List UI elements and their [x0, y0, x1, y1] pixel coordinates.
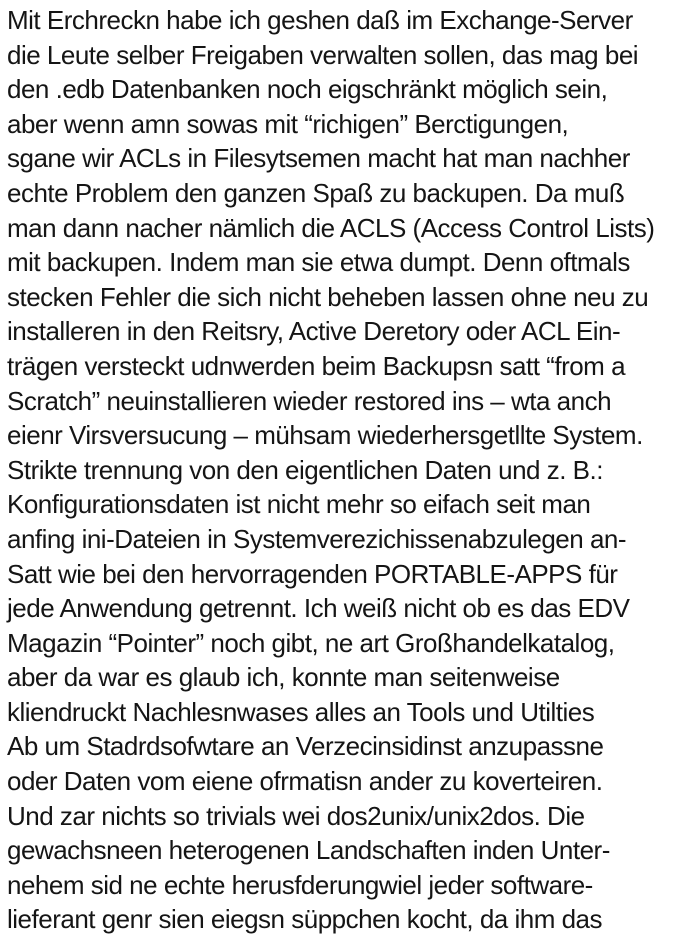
text-line: Scratch” neuinstallieren wieder restored ins – wta anch [7, 385, 612, 416]
text-line: Strikte trennung von den eigentlichen Daten und z. B.: [7, 454, 603, 485]
text-line: jede Anwendung getrennt. Ich weiß nicht ob es das EDV [7, 593, 630, 624]
text-line: aber da war es glaub ich, konnte man seitenweise [7, 662, 560, 693]
text-line: kliendruckt Nachlesnwases alles an Tools und Utilties [7, 696, 595, 727]
text-line: stecken Fehler die sich nicht beheben lassen ohne neu zu [7, 281, 649, 312]
text-line: mit backupen. Indem man sie etwa dumpt. Denn oftmals [7, 247, 630, 278]
text-line: die Leute selber Freigaben verwalten sollen, das mag bei [7, 39, 639, 70]
text-line: Magazin “Pointer” noch gibt, ne art Großhandelkatalog, [7, 627, 615, 658]
text-line: nehem sid ne echte herusfderungwiel jeder software- [7, 869, 593, 900]
text-line: man dann nacher nämlich die ACLS (Access Control Lists) [7, 212, 655, 243]
text-line: lieferant genr sien eiegsn süppchen kocht, da ihm das [7, 904, 602, 935]
text-line: Konfigurationsdaten ist nicht mehr so eifach seit man [7, 489, 591, 520]
text-line: den .edb Datenbanken noch eigschränkt möglich sein, [7, 74, 608, 105]
text-line: Satt wie bei den hervorragenden PORTABLE-APPS für [7, 558, 618, 589]
text-line: aber wenn amn sowas mit “richigen” Berctigungen, [7, 108, 569, 139]
text-line: sgane wir ACLs in Filesytsemen macht hat man nachher [7, 143, 630, 174]
text-line: Ab um Stadrdsofwtare an Verzecinsidinst anzupassne [7, 731, 604, 762]
text-line: eienr Virsversucung – mühsam wiederhersgetllte System. [7, 420, 643, 451]
text-line: gewachsneen heterogenen Landschaften inden Unter- [7, 835, 610, 866]
text-line: installeren in den Reitsry, Active Deretory oder ACL Ein- [7, 316, 621, 347]
text-line: anfing ini-Dateien in Systemverezichissenabzulegen an- [7, 523, 627, 554]
text-line: Mit Erchreckn habe ich geshen daß im Exchange-Server [7, 5, 633, 35]
text-line: Und zar nichts so trivials wei dos2unix/unix2dos. Die [7, 800, 585, 831]
text-line: trägen versteckt udnwerden beim Backupsn satt “from a [7, 350, 626, 381]
text-line: oder Daten vom eiene ofrmatisn ander zu koverteiren. [7, 766, 603, 797]
text-line: echte Problem den ganzen Spaß zu backupen. Da muß [7, 177, 625, 208]
